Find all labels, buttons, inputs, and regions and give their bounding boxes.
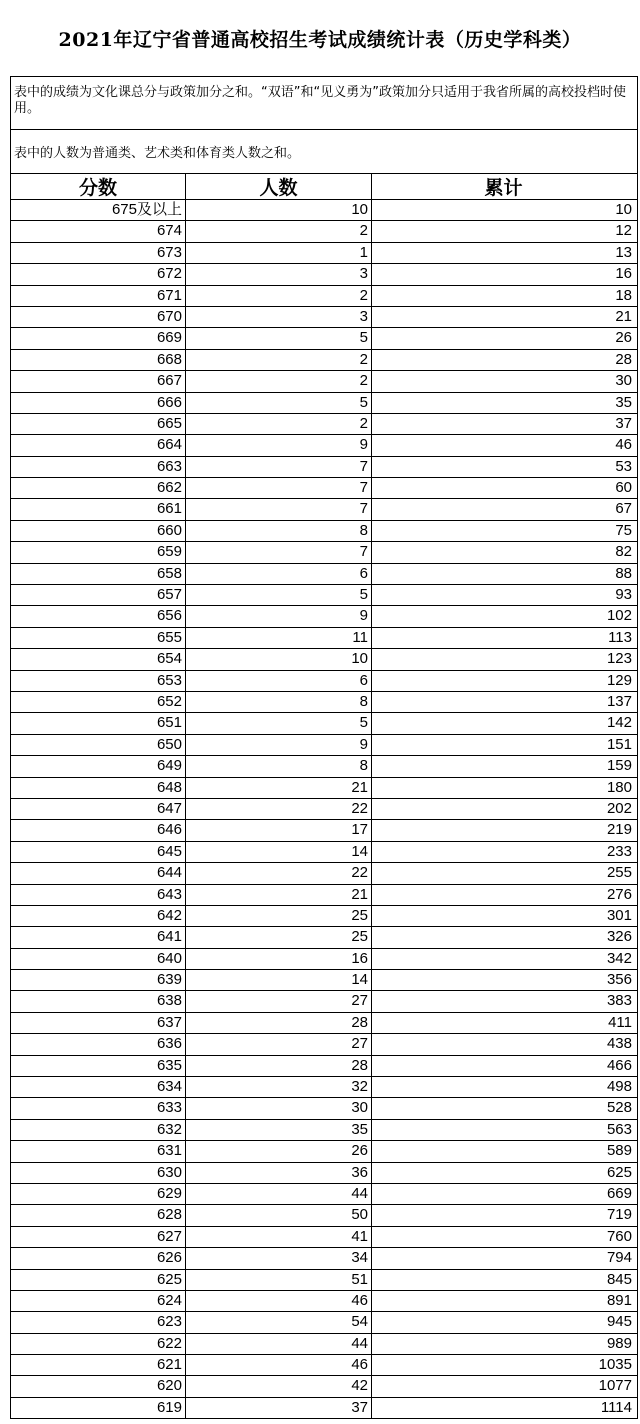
table-row [11, 414, 637, 435]
score-cell: 639 [11, 970, 186, 990]
note-headcount: 表中的人数为普通类、艺术类和体育类人数之和。 [11, 130, 637, 174]
table-row [11, 1184, 637, 1205]
cumulative-cell: 82 [615, 543, 632, 561]
count-cell: 22 [186, 799, 372, 819]
table-row [11, 649, 637, 670]
count-cell: 5 [186, 328, 372, 348]
cumulative-cell: 180 [606, 778, 632, 796]
count-cell: 6 [186, 671, 372, 691]
table-header [11, 174, 637, 200]
cumulative-cell: 142 [606, 714, 632, 732]
score-table [10, 76, 638, 1419]
score-cell: 651 [11, 713, 186, 733]
score-cell: 621 [11, 1355, 186, 1375]
cumulative-cell: 438 [606, 1035, 632, 1053]
count-cell: 1 [186, 243, 372, 263]
cumulative-cell: 342 [606, 949, 632, 967]
score-cell: 633 [11, 1098, 186, 1118]
cumulative-cell: 113 [608, 628, 632, 646]
score-cell: 640 [11, 949, 186, 969]
header-cumulative: 累计 [484, 177, 523, 199]
cumulative-cell: 123 [606, 650, 632, 668]
table-row [11, 286, 637, 307]
cumulative-cell: 411 [608, 1013, 632, 1031]
count-cell: 2 [186, 221, 372, 241]
table-row [11, 1077, 637, 1098]
table-row [11, 1398, 637, 1419]
score-cell: 665 [11, 414, 186, 434]
table-row [11, 393, 637, 414]
cumulative-cell: 563 [606, 1120, 632, 1138]
score-cell: 630 [11, 1163, 186, 1183]
table-row [11, 606, 637, 627]
cumulative-cell: 891 [606, 1291, 632, 1309]
cumulative-cell: 276 [606, 885, 632, 903]
score-cell: 645 [11, 842, 186, 862]
score-cell: 649 [11, 756, 186, 776]
cumulative-cell: 46 [615, 436, 632, 454]
count-cell: 41 [186, 1227, 372, 1247]
table-row [11, 970, 637, 991]
score-cell: 655 [11, 628, 186, 648]
score-cell: 635 [11, 1056, 186, 1076]
cumulative-cell: 35 [615, 393, 632, 411]
score-cell: 668 [11, 350, 186, 370]
table-row [11, 1334, 637, 1355]
count-cell: 22 [186, 863, 372, 883]
score-cell: 628 [11, 1205, 186, 1225]
count-cell: 9 [186, 435, 372, 455]
count-cell: 46 [186, 1291, 372, 1311]
cumulative-cell: 88 [615, 564, 632, 582]
count-cell: 17 [186, 820, 372, 840]
table-row [11, 1056, 637, 1077]
count-cell: 8 [186, 692, 372, 712]
cumulative-cell: 26 [615, 329, 632, 347]
table-row [11, 243, 637, 264]
cumulative-cell: 326 [606, 928, 632, 946]
score-cell: 643 [11, 885, 186, 905]
table-row [11, 1163, 637, 1184]
table-row [11, 1376, 637, 1397]
cumulative-cell: 67 [615, 500, 632, 518]
cumulative-cell: 1114 [600, 1398, 632, 1416]
table-row [11, 350, 637, 371]
count-cell: 25 [186, 906, 372, 926]
score-cell: 625 [11, 1270, 186, 1290]
cumulative-cell: 233 [606, 842, 632, 860]
score-cell: 666 [11, 393, 186, 413]
count-cell: 54 [186, 1312, 372, 1332]
score-cell: 659 [11, 542, 186, 562]
cumulative-cell: 528 [606, 1099, 632, 1117]
score-cell: 652 [11, 692, 186, 712]
count-cell: 9 [186, 606, 372, 626]
count-cell: 2 [186, 350, 372, 370]
count-cell: 10 [186, 200, 372, 220]
score-cell: 631 [11, 1141, 186, 1161]
score-cell: 629 [11, 1184, 186, 1204]
count-cell: 21 [186, 778, 372, 798]
cumulative-cell: 356 [606, 971, 632, 989]
table-row [11, 1141, 637, 1162]
score-cell: 667 [11, 371, 186, 391]
cumulative-cell: 53 [615, 457, 632, 475]
count-cell: 27 [186, 1034, 372, 1054]
table-row [11, 585, 637, 606]
score-cell: 646 [11, 820, 186, 840]
count-cell: 28 [186, 1013, 372, 1033]
count-cell: 32 [186, 1077, 372, 1097]
table-row [11, 927, 637, 948]
table-row [11, 499, 637, 520]
score-cell: 660 [11, 521, 186, 541]
score-cell: 637 [11, 1013, 186, 1033]
page-title: 2021年辽宁省普通高校招生考试成绩统计表（历史学科类） [58, 28, 582, 51]
cumulative-cell: 945 [606, 1313, 632, 1331]
count-cell: 46 [186, 1355, 372, 1375]
score-cell: 632 [11, 1120, 186, 1140]
count-cell: 28 [186, 1056, 372, 1076]
cumulative-cell: 129 [606, 671, 632, 689]
table-row [11, 628, 637, 649]
table-body [11, 200, 637, 1419]
score-cell: 669 [11, 328, 186, 348]
header-score: 分数 [11, 174, 186, 199]
cumulative-cell: 37 [615, 414, 632, 432]
score-cell: 653 [11, 671, 186, 691]
cumulative-cell: 21 [615, 307, 632, 325]
count-cell: 6 [186, 564, 372, 584]
count-cell: 36 [186, 1163, 372, 1183]
cumulative-cell: 10 [615, 201, 632, 218]
table-row [11, 820, 637, 841]
cumulative-cell: 760 [606, 1227, 632, 1245]
cumulative-cell: 719 [606, 1206, 632, 1224]
score-cell: 634 [11, 1077, 186, 1097]
cumulative-cell: 625 [606, 1163, 632, 1181]
score-cell: 644 [11, 863, 186, 883]
table-row [11, 1013, 637, 1034]
table-row [11, 1227, 637, 1248]
count-cell: 27 [186, 991, 372, 1011]
score-cell: 657 [11, 585, 186, 605]
table-row [11, 906, 637, 927]
cumulative-cell: 16 [615, 265, 632, 283]
score-cell: 650 [11, 735, 186, 755]
table-row [11, 756, 637, 777]
count-cell: 51 [186, 1270, 372, 1290]
cumulative-cell: 93 [615, 586, 632, 604]
count-cell: 44 [186, 1334, 372, 1354]
table-row [11, 1098, 637, 1119]
score-cell: 674 [11, 221, 186, 241]
cumulative-cell: 159 [606, 757, 632, 775]
table-row [11, 1312, 637, 1333]
cumulative-cell: 498 [606, 1078, 632, 1096]
count-cell: 7 [186, 499, 372, 519]
table-row [11, 991, 637, 1012]
cumulative-cell: 75 [615, 521, 632, 539]
table-row [11, 564, 637, 585]
count-cell: 30 [186, 1098, 372, 1118]
count-cell: 14 [186, 970, 372, 990]
table-row [11, 1270, 637, 1291]
count-cell: 25 [186, 927, 372, 947]
score-cell: 624 [11, 1291, 186, 1311]
table-row [11, 521, 637, 542]
score-cell: 656 [11, 606, 186, 626]
cumulative-cell: 1077 [598, 1377, 632, 1395]
table-row [11, 1248, 637, 1269]
table-row [11, 435, 637, 456]
count-cell: 7 [186, 478, 372, 498]
count-cell: 5 [186, 393, 372, 413]
count-cell: 42 [186, 1376, 372, 1396]
count-cell: 2 [186, 371, 372, 391]
score-cell: 641 [11, 927, 186, 947]
cumulative-cell: 137 [606, 692, 632, 710]
header-count: 人数 [186, 174, 372, 199]
table-row [11, 949, 637, 970]
count-cell: 8 [186, 521, 372, 541]
table-row [11, 671, 637, 692]
cumulative-cell: 13 [615, 243, 632, 261]
count-cell: 50 [186, 1205, 372, 1225]
score-cell: 670 [11, 307, 186, 327]
table-row [11, 1355, 637, 1376]
score-cell: 654 [11, 649, 186, 669]
score-cell: 673 [11, 243, 186, 263]
cumulative-cell: 466 [606, 1056, 632, 1074]
count-cell: 2 [186, 286, 372, 306]
cumulative-cell: 845 [606, 1270, 632, 1288]
score-cell: 619 [11, 1398, 186, 1418]
count-cell: 34 [186, 1248, 372, 1268]
score-cell: 638 [11, 991, 186, 1011]
score-cell: 671 [11, 286, 186, 306]
score-cell: 662 [11, 478, 186, 498]
cumulative-cell: 28 [615, 350, 632, 368]
cumulative-cell: 30 [615, 372, 632, 390]
cumulative-cell: 989 [606, 1334, 632, 1352]
table-row [11, 778, 637, 799]
table-row [11, 307, 637, 328]
table-row [11, 371, 637, 392]
cumulative-cell: 219 [606, 821, 632, 839]
table-row [11, 1205, 637, 1226]
score-cell: 675及以上 [11, 200, 186, 220]
score-cell: 623 [11, 1312, 186, 1332]
cumulative-cell: 589 [606, 1142, 632, 1160]
cumulative-cell: 301 [606, 906, 632, 924]
table-row [11, 842, 637, 863]
count-cell: 9 [186, 735, 372, 755]
score-cell: 663 [11, 457, 186, 477]
note-bonus-points: 表中的成绩为文化课总分与政策加分之和。“双语”和“见义勇为”政策加分只适用于我省所属的高校投档时使用。 [11, 77, 637, 130]
count-cell: 8 [186, 756, 372, 776]
table-row [11, 457, 637, 478]
table-row [11, 885, 637, 906]
score-cell: 648 [11, 778, 186, 798]
table-row [11, 264, 637, 285]
count-cell: 2 [186, 414, 372, 434]
count-cell: 21 [186, 885, 372, 905]
table-row [11, 863, 637, 884]
count-cell: 3 [186, 264, 372, 284]
cumulative-cell: 102 [606, 607, 632, 625]
score-cell: 661 [11, 499, 186, 519]
score-cell: 658 [11, 564, 186, 584]
count-cell: 26 [186, 1141, 372, 1161]
cumulative-cell: 255 [606, 864, 632, 882]
count-cell: 10 [186, 649, 372, 669]
score-cell: 626 [11, 1248, 186, 1268]
cumulative-cell: 794 [606, 1249, 632, 1267]
table-row [11, 542, 637, 563]
score-cell: 622 [11, 1334, 186, 1354]
table-row [11, 221, 637, 242]
score-cell: 672 [11, 264, 186, 284]
count-cell: 7 [186, 542, 372, 562]
cumulative-cell: 383 [606, 992, 632, 1010]
table-row [11, 799, 637, 820]
table-row [11, 1291, 637, 1312]
table-row [11, 713, 637, 734]
score-cell: 620 [11, 1376, 186, 1396]
cumulative-cell: 18 [615, 286, 632, 304]
count-cell: 3 [186, 307, 372, 327]
count-cell: 44 [186, 1184, 372, 1204]
cumulative-cell: 151 [606, 735, 632, 753]
cumulative-cell: 12 [615, 222, 632, 240]
count-cell: 5 [186, 713, 372, 733]
count-cell: 11 [186, 628, 372, 648]
count-cell: 7 [186, 457, 372, 477]
table-row [11, 200, 637, 221]
count-cell: 16 [186, 949, 372, 969]
score-cell: 647 [11, 799, 186, 819]
table-row [11, 735, 637, 756]
cumulative-cell: 202 [606, 799, 632, 817]
score-cell: 664 [11, 435, 186, 455]
score-cell: 642 [11, 906, 186, 926]
count-cell: 5 [186, 585, 372, 605]
score-cell: 627 [11, 1227, 186, 1247]
table-row [11, 692, 637, 713]
score-cell: 636 [11, 1034, 186, 1054]
table-row [11, 328, 637, 349]
count-cell: 14 [186, 842, 372, 862]
cumulative-cell: 669 [606, 1184, 632, 1202]
table-row [11, 1034, 637, 1055]
count-cell: 37 [186, 1398, 372, 1418]
cumulative-cell: 1035 [598, 1356, 632, 1374]
table-row [11, 478, 637, 499]
table-row [11, 1120, 637, 1141]
cumulative-cell: 60 [615, 479, 632, 497]
count-cell: 35 [186, 1120, 372, 1140]
